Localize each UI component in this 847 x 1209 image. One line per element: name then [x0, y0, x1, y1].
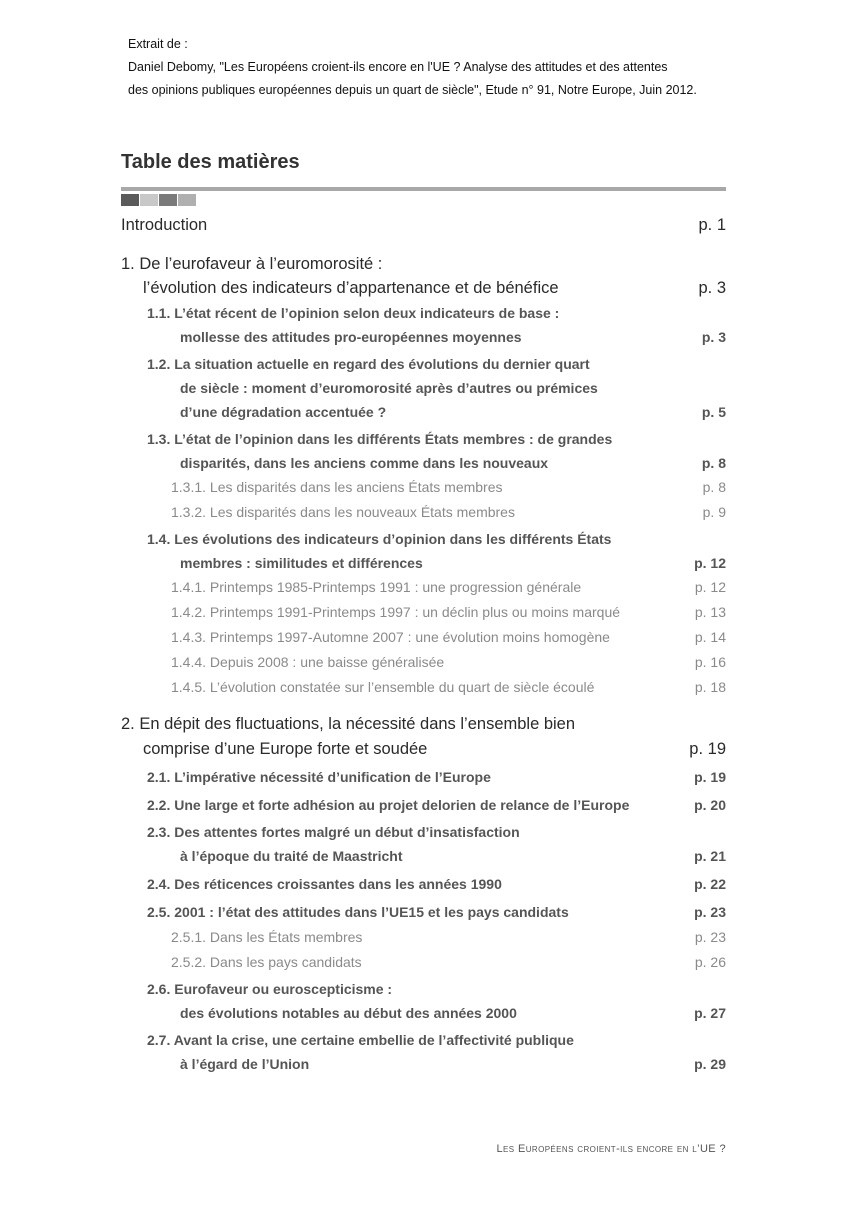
toc-page-number: p. 8 — [701, 455, 726, 471]
toc-page-number: p. 14 — [694, 629, 726, 645]
toc-page-number: p. 27 — [694, 1005, 726, 1021]
toc-entry-title: comprise d’une Europe forte et soudée — [143, 740, 428, 758]
toc-page-number: p. 3 — [698, 279, 726, 297]
toc-page-number: p. 3 — [701, 329, 726, 345]
toc-page-number: p. 1 — [698, 216, 726, 234]
toc-entry-title: 2.5.2. Dans les pays candidats — [171, 954, 362, 970]
decor-square — [121, 194, 139, 206]
toc-page-number: p. 21 — [694, 848, 726, 864]
toc-entry-title: 2.4. Des réticences croissantes dans les années 1990 — [147, 876, 502, 892]
toc-page-number: p. 8 — [702, 479, 726, 495]
title-divider — [121, 187, 726, 191]
toc-entry-title: 1.3. L’état de l’opinion dans les différents États membres : de grandes — [147, 431, 613, 447]
decor-square — [178, 194, 196, 206]
toc-entry-title: 1.4. Les évolutions des indicateurs d’opinion dans les différents États — [147, 531, 612, 547]
toc-page-number: p. 26 — [694, 954, 726, 970]
toc-entry-title: 1.1. L’état récent de l’opinion selon deux indicateurs de base : — [147, 305, 560, 321]
source-citation — [128, 33, 697, 102]
toc-entry-title: 2.7. Avant la crise, une certaine embellie de l’affectivité publique — [147, 1032, 574, 1048]
toc-page-number: p. 5 — [701, 404, 726, 420]
toc-page-number: p. 13 — [694, 604, 726, 620]
toc-entry-title: 2.5.1. Dans les États membres — [171, 929, 363, 945]
toc-entry-title: 2.2. Une large et forte adhésion au projet delorien de relance de l’Europe — [147, 797, 630, 813]
citation-line: Daniel Debomy, "Les Européens croient-ils encore en l'UE ? Analyse des attitudes et des attentes — [128, 60, 668, 74]
toc-entry-title: d’une dégradation accentuée ? — [180, 404, 387, 420]
toc-entry-title: 1.4.1. Printemps 1985-Printemps 1991 : une progression générale — [171, 579, 582, 595]
running-footer: Les Européens croient-ils encore en l’UE ? — [496, 1143, 726, 1155]
toc-page-number: p. 23 — [694, 904, 726, 920]
toc-entry-title: 1.4.4. Depuis 2008 : une baisse généralisée — [171, 654, 445, 670]
toc-entry-title: 2. En dépit des fluctuations, la nécessité dans l’ensemble bien — [121, 715, 576, 733]
toc-page-number: p. 12 — [694, 555, 726, 571]
toc-entry-title: à l’égard de l’Union — [180, 1056, 310, 1072]
toc-entry-chapter-2[interactable] — [121, 715, 726, 763]
decor-square — [159, 194, 177, 206]
toc-entry-title: 1.4.5. L’évolution constatée sur l’ensemble du quart de siècle écoulé — [171, 679, 595, 695]
toc-entry-title: Introduction — [121, 216, 208, 234]
decorative-squares — [121, 194, 197, 206]
citation-line: des opinions publiques européennes depuis un quart de siècle", Etude n° 91, Notre Europe, Juin 2012. — [128, 83, 697, 97]
toc-entry-title: 2.3. Des attentes fortes malgré un début d’insatisfaction — [147, 824, 520, 840]
toc-page-number: p. 20 — [694, 797, 726, 813]
toc-page-number: p. 16 — [694, 654, 726, 670]
toc-entry-chapter-1[interactable] — [121, 255, 726, 303]
toc-entry-title: 1.4.3. Printemps 1997-Automne 2007 : une évolution moins homogène — [171, 629, 610, 645]
toc-entry-title: 1.3.1. Les disparités dans les anciens États membres — [171, 479, 503, 495]
toc-page-number: p. 18 — [694, 679, 726, 695]
page-title: Table des matières — [121, 151, 300, 173]
toc-entry-title: à l’époque du traité de Maastricht — [180, 848, 403, 864]
toc-entry-title: 1.2. La situation actuelle en regard des évolutions du dernier quart — [147, 356, 590, 372]
toc-entry-title: 2.6. Eurofaveur ou euroscepticisme : — [147, 981, 393, 997]
toc-entry-title: mollesse des attitudes pro-européennes moyennes — [180, 329, 522, 345]
toc-entry-title: disparités, dans les anciens comme dans les nouveaux — [180, 455, 549, 471]
toc-page-number: p. 22 — [694, 876, 726, 892]
toc-entry-title: 2.5. 2001 : l’état des attitudes dans l’UE15 et les pays candidats — [147, 904, 569, 920]
toc-entry-title: de siècle : moment d’euromorosité après d’autres ou prémices — [180, 380, 598, 396]
toc-entry-title: 1.3.2. Les disparités dans les nouveaux États membres — [171, 504, 515, 520]
decor-square — [140, 194, 158, 206]
toc-page-number: p. 29 — [694, 1056, 726, 1072]
toc-entry-title: l’évolution des indicateurs d’appartenance et de bénéfice — [143, 279, 559, 297]
toc-entry-title: 1. De l’eurofaveur à l’euromorosité : — [121, 255, 383, 273]
toc-page-number: p. 19 — [689, 740, 726, 758]
toc-page-number: p. 12 — [694, 579, 726, 595]
toc-entry-title: 1.4.2. Printemps 1991-Printemps 1997 : un déclin plus ou moins marqué — [171, 604, 621, 620]
toc-entry-title: des évolutions notables au début des années 2000 — [180, 1005, 517, 1021]
toc-page-number: p. 19 — [694, 769, 726, 785]
toc-entry-title: membres : similitudes et différences — [180, 555, 423, 571]
toc-page-number: p. 9 — [702, 504, 726, 520]
toc-entry-title: 2.1. L’impérative nécessité d’unification de l’Europe — [147, 769, 491, 785]
citation-line: Extrait de : — [128, 37, 188, 51]
toc-page-number: p. 23 — [694, 929, 726, 945]
